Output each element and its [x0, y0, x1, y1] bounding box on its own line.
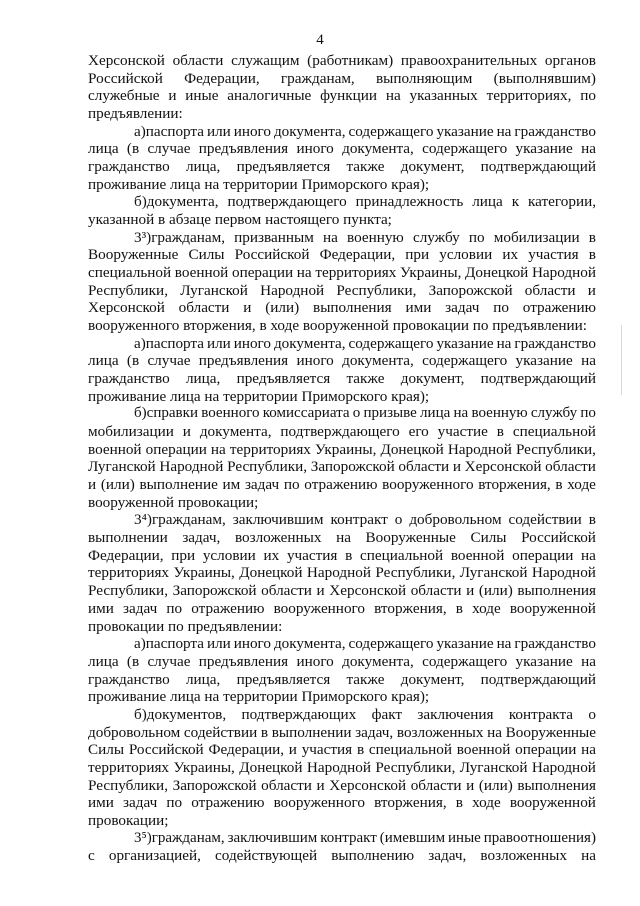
text-line: б)документа, подтверждающего принадлежность лица к категории,	[134, 193, 596, 211]
page-number: 4	[316, 32, 324, 48]
text-line: провокации по предъявлении:	[88, 617, 283, 635]
text-line: Луганской Народной Республики, Запорожской области и Херсонской области	[88, 458, 596, 476]
text-line: Российской Федерации, гражданам, выполняющим (выполнявшим)	[88, 69, 596, 87]
text-line: территориях Украины, Донецкой Народной Республики, Луганской Народной	[88, 758, 596, 776]
text-line: Федерации, при условии их участия в специальной военной операции на	[88, 546, 596, 564]
text-line: 3⁵)гражданам, заключившим контракт (имевшим иные правоотношения)	[134, 829, 596, 846]
text-line: проживание лица на территории Приморского края);	[88, 688, 430, 706]
text-line: а)паспорта или иного документа, содержащего указание на гражданство	[134, 635, 596, 653]
text-line: гражданство лица, предъявляется также документ, подтверждающий	[88, 158, 596, 176]
text-line: специальной военной операции на территориях Украины, Донецкой Народной	[88, 264, 596, 282]
text-line: с организацией, содействующей выполнению задач, возложенных на	[88, 847, 596, 865]
text-line: лица (в случае предъявления иного документа, содержащего указание на	[88, 352, 596, 370]
text-line: проживание лица на территории Приморского края);	[88, 175, 430, 193]
text-line: Республики, Запорожской области и Херсонской области и (или) выполнения	[88, 776, 596, 794]
text-line: вооруженной провокации;	[88, 493, 259, 511]
text-line: б)документов, подтверждающих факт заключения контракта о	[134, 705, 596, 723]
text-line: ими задач по отражению вооруженного вторжения, в ходе вооруженной	[88, 794, 596, 812]
text-line: провокации;	[88, 811, 169, 829]
text-line: служебные и иные аналогичные функции на указанных территориях, по	[88, 87, 596, 105]
text-line: а)паспорта или иного документа, содержащего указание на гражданство	[134, 334, 596, 352]
text-line: 3³)гражданам, призванным на военную службу по мобилизации в	[134, 228, 596, 246]
text-line: а)паспорта или иного документа, содержащего указание на гражданство	[134, 122, 596, 140]
text-line: и (или) выполнение им задач по отражению вооруженного вторжения, в ходе	[88, 476, 596, 494]
text-line: военной операции на территориях Украины, Донецкой Народной Республики,	[88, 440, 596, 458]
text-line: проживание лица на территории Приморского края);	[88, 387, 430, 405]
text-line: добровольном содействии в выполнении задач, возложенных на Вооруженные	[88, 723, 596, 741]
text-line: Силы Российской Федерации, и участия в специальной военной операции на	[88, 741, 596, 759]
text-line: указанной в абзаце первом настоящего пункта;	[88, 211, 392, 229]
scan-artifact-line	[621, 325, 622, 395]
text-line: лица (в случае предъявления иного документа, содержащего указание на	[88, 652, 596, 670]
text-line: гражданство лица, предъявляется также документ, подтверждающий	[88, 670, 596, 688]
text-line: Республики, Запорожской области и Херсонской области и (или) выполнения	[88, 582, 596, 600]
text-line: б)справки военного комиссариата о призыве лица на военную службу по	[134, 405, 596, 422]
text-line: мобилизации и документа, подтверждающего его участие в специальной	[88, 423, 596, 441]
text-line: территориях Украины, Донецкой Народной Республики, Луганской Народной	[88, 564, 596, 582]
text-line: Херсонской области и (или) выполнения ими задач по отражению	[88, 299, 596, 317]
document-body	[88, 52, 596, 865]
text-line: выполнении задач, возложенных на Вооруженные Силы Российской	[88, 529, 596, 547]
text-line: гражданство лица, предъявляется также документ, подтверждающий	[88, 370, 596, 388]
text-line: Вооруженные Силы Российской Федерации, при условии их участия в	[88, 246, 596, 264]
text-line: 3⁴)гражданам, заключившим контракт о добровольном содействии в	[134, 511, 596, 529]
text-line: ими задач по отражению вооруженного вторжения, в ходе вооруженной	[88, 599, 596, 617]
text-line: Херсонской области служащим (работникам) правоохранительных органов	[88, 52, 596, 69]
text-line: Республики, Луганской Народной Республики, Запорожской области и	[88, 281, 596, 299]
text-line: предъявлении:	[88, 105, 183, 123]
text-line: вооруженного вторжения, в ходе вооруженной провокации по предъявлении:	[88, 317, 587, 335]
text-line: лица (в случае предъявления иного документа, содержащего указание на	[88, 140, 596, 158]
